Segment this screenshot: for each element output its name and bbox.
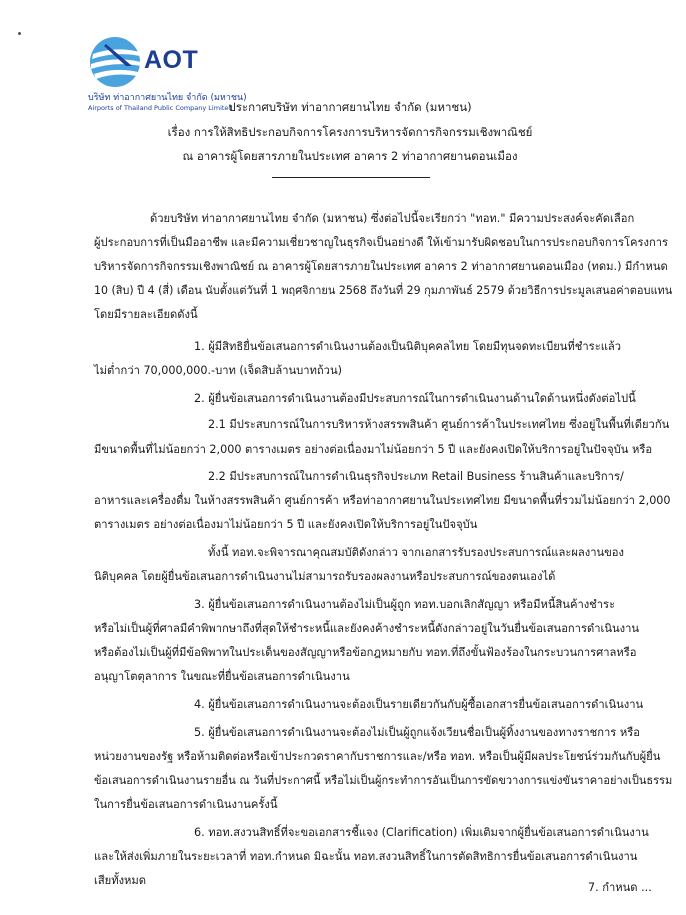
announcement-subject: เรื่อง การให้สิทธิประกอบกิจการโครงการบริหารจัดการกิจกรรมเชิงพาณิชย์ bbox=[167, 125, 533, 139]
body-line: 6. ทอท.สงวนสิทธิ์ที่จะขอเอกสารชี้แจง (Clarification) เพิ่มเติมจากผู้ยื่นข้อเสนอการดำเนินงาน bbox=[194, 826, 649, 839]
body-line: ตารางเมตร อย่างต่อเนื่องมาไม่น้อยกว่า 5 ปี และยังคงเปิดให้บริการอยู่ในปัจจุบัน bbox=[94, 518, 478, 531]
body-line: อาหารและเครื่องดื่ม ในห้างสรรพสินค้า ศูนย์การค้า หรือท่าอากาศยานในประเทศไทย มีขนาดพื้นที่รวมไม่น้อยกว่า 2,000 bbox=[94, 494, 671, 507]
body-line: 1. ผู้มีสิทธิยื่นข้อเสนอการดำเนินงานต้องเป็นนิติบุคคลไทย โดยมีทุนจดทะเบียนที่ชำระแล้ว bbox=[194, 340, 622, 353]
body-line: และให้ส่งเพิ่มภายในระยะเวลาที่ ทอท.กำหนด มิฉะนั้น ทอท.สงวนสิทธิ์ในการตัดสิทธิการยื่นข้อเสนอการดำเนินงาน bbox=[94, 850, 638, 863]
body-line: 3. ผู้ยื่นข้อเสนอการดำเนินงานต้องไม่เป็นผู้ถูก ทอท.บอกเลิกสัญญา หรือมีหนี้สินค้างชำระ bbox=[194, 598, 616, 611]
body-line: หน่วยงานของรัฐ หรือห้ามติดต่อหรือเข้าประกวดราคากับราชการและ/หรือ ทอท. หรือเป็นผู้มีผลประโยชน์ร่วมกันกับผู้ยื่น bbox=[94, 750, 661, 763]
body-line: ข้อเสนอการดำเนินงานรายอื่น ณ วันที่ประกาศนี้ หรือไม่เป็นผู้กระทำการอันเป็นการขัดขวางการแข่งขันราคาอย่างเป็นธรรม bbox=[94, 774, 673, 787]
aot-logo-icon bbox=[88, 36, 148, 90]
body-line: ด้วยบริษัท ท่าอากาศยานไทย จำกัด (มหาชน) ซึ่งต่อไปนี้จะเรียกว่า "ทอท." มีความประสงค์จะคัดเลือก bbox=[150, 212, 635, 225]
body-line: 5. ผู้ยื่นข้อเสนอการดำเนินงานจะต้องไม่เป็นผู้ถูกแจ้งเวียนชื่อเป็นผู้ทิ้งงานของทางราชการ หรือ bbox=[194, 726, 640, 739]
body-line: 2. ผู้ยื่นข้อเสนอการดำเนินงานต้องมีประสบการณ์ในการดำเนินงานด้านใดด้านหนึ่งดังต่อไปนี้ bbox=[194, 392, 636, 405]
body-line: ผู้ประกอบการที่เป็นมืออาชีพ และมีความเชี่ยวชาญในธุรกิจเป็นอย่างดี ให้เข้ามารับผิดชอบในการประกอบกิจการโครงการ bbox=[94, 236, 669, 249]
body-line: ในการยื่นข้อเสนอการดำเนินงานครั้งนี้ bbox=[94, 798, 278, 811]
body-line: 2.2 มีประสบการณ์ในการดำเนินธุรกิจประเภท Retail Business ร้านสินค้าและบริการ/ bbox=[208, 470, 624, 483]
aot-brand-text: AOT bbox=[144, 46, 199, 74]
body-line: บริหารจัดการกิจกรรมเชิงพาณิชย์ ณ อาคารผู้โดยสารภายในประเทศ อาคาร 2 ท่าอากาศยานดอนเมือง (ทดม.) มีกำหนด bbox=[94, 260, 668, 273]
scan-mark bbox=[18, 32, 21, 35]
body-line: 10 (สิบ) ปี 4 (สี่) เดือน นับตั้งแต่วันที่ 1 พฤศจิกายน 2568 ถึงวันที่ 29 กุมภาพันธ์ 2579 ด้วยวิธีการประมูลเสนอค่าตอบแทน bbox=[94, 284, 673, 297]
body-line: เสียทั้งหมด bbox=[94, 874, 147, 887]
body-line: ไม่ต่ำกว่า 70,000,000.-บาท (เจ็ดสิบล้านบาทถ้วน) bbox=[94, 364, 342, 377]
announcement-location: ณ อาคารผู้โดยสารภายในประเทศ อาคาร 2 ท่าอากาศยานดอนเมือง bbox=[182, 149, 518, 163]
body-line: 4. ผู้ยื่นข้อเสนอการดำเนินงานจะต้องเป็นรายเดียวกันกับผู้ซื้อเอกสารยื่นข้อเสนอการดำเนินงาน bbox=[194, 698, 644, 711]
body-line: โดยมีรายละเอียดดังนี้ bbox=[94, 308, 198, 321]
announcement-title: ประกาศบริษัท ท่าอากาศยานไทย จำกัด (มหาชน) bbox=[228, 100, 472, 114]
body-line: อนุญาโตตุลาการ ในขณะที่ยื่นข้อเสนอการดำเนินงาน bbox=[94, 670, 350, 683]
body-line: ทั้งนี้ ทอท.จะพิจารณาคุณสมบัติดังกล่าว จากเอกสารรับรองประสบการณ์และผลงานของ bbox=[208, 546, 624, 559]
body-line: หรือไม่เป็นผู้ที่ศาลมีคำพิพากษาถึงที่สุดให้ชำระหนี้และยังคงค้างชำระหนี้ดังกล่าวอยู่ในวันยื่นข้อเสนอการดำเนินงาน bbox=[94, 622, 640, 635]
body-line: หรือต้องไม่เป็นผู้ที่มีข้อพิพาทในประเด็นของสัญญาหรือข้อกฎหมายกับ ทอท.ที่ถึงขั้นฟ้องร้องในกระบวนการศาลหรือ bbox=[94, 646, 637, 659]
body-line: นิติบุคคล โดยผู้ยื่นข้อเสนอการดำเนินงานไม่สามารถรับรองผลงานหรือประสบการณ์ของตนเองได้ bbox=[94, 570, 556, 583]
title-divider bbox=[272, 177, 430, 178]
body-line: มีขนาดพื้นที่ไม่น้อยกว่า 2,000 ตารางเมตร อย่างต่อเนื่องมาไม่น้อยกว่า 5 ปี และยังคงเปิดให้บริการอยู่ในปัจจุบัน หรือ bbox=[94, 443, 653, 456]
company-name-th: บริษัท ท่าอากาศยานไทย จำกัด (มหาชน) bbox=[88, 93, 247, 103]
body-line: 2.1 มีประสบการณ์ในการบริหารห้างสรรพสินค้า ศูนย์การค้าในประเทศไทย ซึ่งอยู่ในพื้นที่เดียวกัน bbox=[208, 418, 670, 431]
next-page-marker: 7. กำหนด ... bbox=[588, 881, 652, 894]
company-name-en: Airports of Thailand Public Company Limited bbox=[88, 104, 233, 112]
